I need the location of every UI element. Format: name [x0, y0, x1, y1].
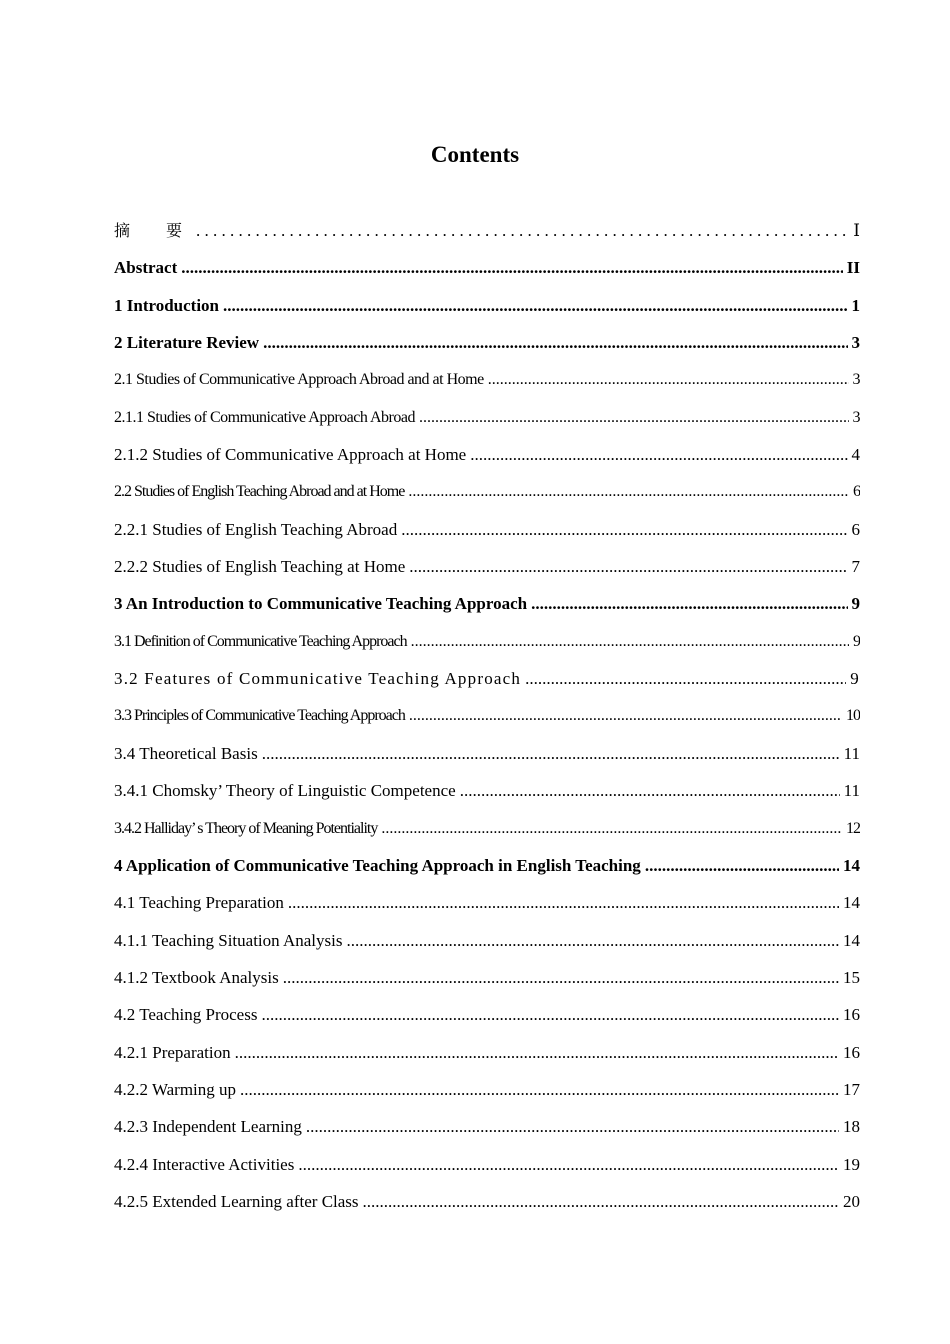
toc-page-number: 17 — [843, 1079, 860, 1099]
toc-entry-label: 4.1.1 Teaching Situation Analysis — [114, 930, 343, 950]
toc-entry-3-1[interactable] — [114, 623, 860, 660]
dot-leader — [470, 436, 847, 473]
toc-page-number: 12 — [846, 819, 860, 837]
toc-entry-4-1-2[interactable] — [114, 959, 860, 996]
toc-page-number: 1 — [851, 295, 860, 315]
dot-leader — [288, 884, 839, 921]
toc-entry-label: 4.2.5 Extended Learning after Class — [114, 1191, 359, 1211]
toc-page-number: 16 — [843, 1005, 860, 1025]
toc-entry-label: 4.2 Teaching Process — [114, 1005, 258, 1025]
page-title: Contents — [430, 142, 520, 168]
dot-leader — [381, 810, 842, 847]
toc-entry-label: 2.2 Studies of English Teaching Abroad and at Home — [114, 483, 405, 501]
dot-leader — [460, 772, 840, 809]
toc-entry-label: 2.2.2 Studies of English Teaching at Home — [114, 557, 406, 577]
toc-entry-4-1[interactable] — [114, 884, 860, 921]
toc-page-number: 3 — [852, 371, 860, 389]
dot-leader — [408, 473, 849, 510]
dot-leader — [401, 511, 847, 548]
toc-entry-4-2-4[interactable] — [114, 1146, 860, 1183]
toc-entry-2-1-2[interactable] — [114, 436, 860, 473]
dot-leader — [531, 585, 847, 622]
toc-entry-3-2[interactable] — [114, 660, 860, 697]
toc-entry-label: 4 Application of Communicative Teaching Approach in English Teaching — [114, 855, 641, 875]
toc-entry-label: 2.2.1 Studies of English Teaching Abroad — [114, 519, 398, 539]
dot-leader — [409, 548, 847, 585]
table-of-contents — [114, 212, 860, 1220]
toc-entry-literature-review[interactable] — [114, 324, 860, 361]
toc-entry-label: 4.2.2 Warming up — [114, 1079, 237, 1099]
toc-entry-label: 4.2.3 Independent Learning — [114, 1117, 302, 1137]
toc-page-number: 3 — [851, 333, 860, 353]
toc-entry-label: 3.1 Definition of Communicative Teaching Approach — [114, 632, 407, 650]
toc-page-number: 3 — [852, 408, 860, 426]
dot-leader — [645, 847, 839, 884]
toc-entry-3-4-2[interactable] — [114, 810, 860, 847]
toc-page-number: 4 — [851, 445, 860, 465]
toc-entry-label: 4.2.1 Preparation — [114, 1042, 231, 1062]
toc-entry-label: 3 An Introduction to Communicative Teaching Approach — [114, 594, 528, 614]
toc-entry-communicative-approach[interactable] — [114, 585, 860, 622]
dot-leader — [298, 1146, 839, 1183]
toc-page-number: 20 — [843, 1191, 860, 1211]
toc-entry-label: 2.1.1 Studies of Communicative Approach Abroad — [114, 408, 415, 426]
toc-entry-application[interactable] — [114, 847, 860, 884]
dot-leader — [262, 735, 840, 772]
toc-entry-label: 3.4 Theoretical Basis — [114, 743, 258, 763]
toc-page-number: 6 — [853, 483, 860, 501]
dot-leader — [196, 212, 849, 249]
toc-page-number: 9 — [850, 669, 860, 689]
toc-entry-4-2-3[interactable] — [114, 1108, 860, 1145]
toc-entry-4-2-1[interactable] — [114, 1034, 860, 1071]
toc-entry-2-2-2[interactable] — [114, 548, 860, 585]
dot-leader — [263, 324, 847, 361]
dot-leader — [283, 959, 839, 996]
toc-entry-3-4-1[interactable] — [114, 772, 860, 809]
toc-entry-label: 4.1 Teaching Preparation — [114, 893, 284, 913]
toc-entry-2-1-1[interactable] — [114, 399, 860, 436]
toc-entry-abstract[interactable] — [114, 249, 860, 286]
toc-entry-label: 2.1 Studies of Communicative Approach Abroad and at Home — [114, 371, 484, 389]
dot-leader — [419, 399, 849, 436]
toc-entry-label: 4.2.4 Interactive Activities — [114, 1154, 295, 1174]
toc-entry-4-2-5[interactable] — [114, 1183, 860, 1220]
toc-entry-4-2-2[interactable] — [114, 1071, 860, 1108]
toc-page-number: 10 — [846, 707, 860, 725]
toc-page-number: 9 — [851, 594, 860, 614]
toc-page-number: 11 — [843, 743, 860, 763]
toc-page-number: 14 — [843, 893, 860, 913]
toc-page-number: 9 — [853, 632, 860, 650]
toc-page-number: 7 — [851, 557, 860, 577]
toc-entry-label: 摘 要 — [114, 221, 193, 240]
toc-page-number: 14 — [843, 855, 860, 875]
dot-leader — [346, 922, 839, 959]
dot-leader — [306, 1108, 839, 1145]
toc-entry-2-2[interactable] — [114, 473, 860, 510]
dot-leader — [409, 697, 842, 734]
dot-leader — [235, 1034, 839, 1071]
toc-page-number: 11 — [843, 781, 860, 801]
toc-page-number: 6 — [851, 519, 860, 539]
toc-entry-3-4[interactable] — [114, 735, 860, 772]
toc-entry-label: 3.4.2 Halliday’ s Theory of Meaning Potentiality — [114, 819, 378, 837]
dot-leader — [363, 1183, 839, 1220]
toc-entry-label: 1 Introduction — [114, 295, 220, 315]
toc-page-number: 15 — [843, 967, 860, 987]
toc-entry-2-1[interactable] — [114, 361, 860, 398]
dot-leader — [488, 361, 849, 398]
toc-entry-introduction[interactable] — [114, 287, 860, 324]
dot-leader — [240, 1071, 839, 1108]
toc-entry-abstract-chinese[interactable] — [114, 212, 860, 249]
toc-entry-label: 3.3 Principles of Communicative Teaching Approach — [114, 707, 405, 725]
toc-entry-label: 2 Literature Review — [114, 333, 260, 353]
toc-entry-label: 4.1.2 Textbook Analysis — [114, 967, 279, 987]
toc-entry-4-1-1[interactable] — [114, 922, 860, 959]
dot-leader — [223, 287, 847, 324]
toc-page-number: 14 — [843, 930, 860, 950]
dot-leader — [525, 660, 846, 697]
dot-leader — [411, 623, 849, 660]
toc-entry-2-2-1[interactable] — [114, 511, 860, 548]
toc-entry-label: 3.4.1 Chomsky’ Theory of Linguistic Competence — [114, 781, 456, 801]
toc-entry-4-2[interactable] — [114, 996, 860, 1033]
toc-page-number: 16 — [843, 1042, 860, 1062]
dot-leader — [181, 249, 843, 286]
toc-page-number: Ⅰ — [853, 221, 860, 240]
toc-entry-label: Abstract — [114, 258, 178, 278]
dot-leader — [261, 996, 839, 1033]
toc-entry-label: 3.2 Features of Communicative Teaching Approach — [114, 669, 522, 689]
toc-page-number: 18 — [843, 1117, 860, 1137]
toc-entry-3-3[interactable] — [114, 697, 860, 734]
toc-page-number: II — [846, 258, 860, 278]
toc-entry-label: 2.1.2 Studies of Communicative Approach at Home — [114, 445, 467, 465]
toc-page-number: 19 — [843, 1154, 860, 1174]
